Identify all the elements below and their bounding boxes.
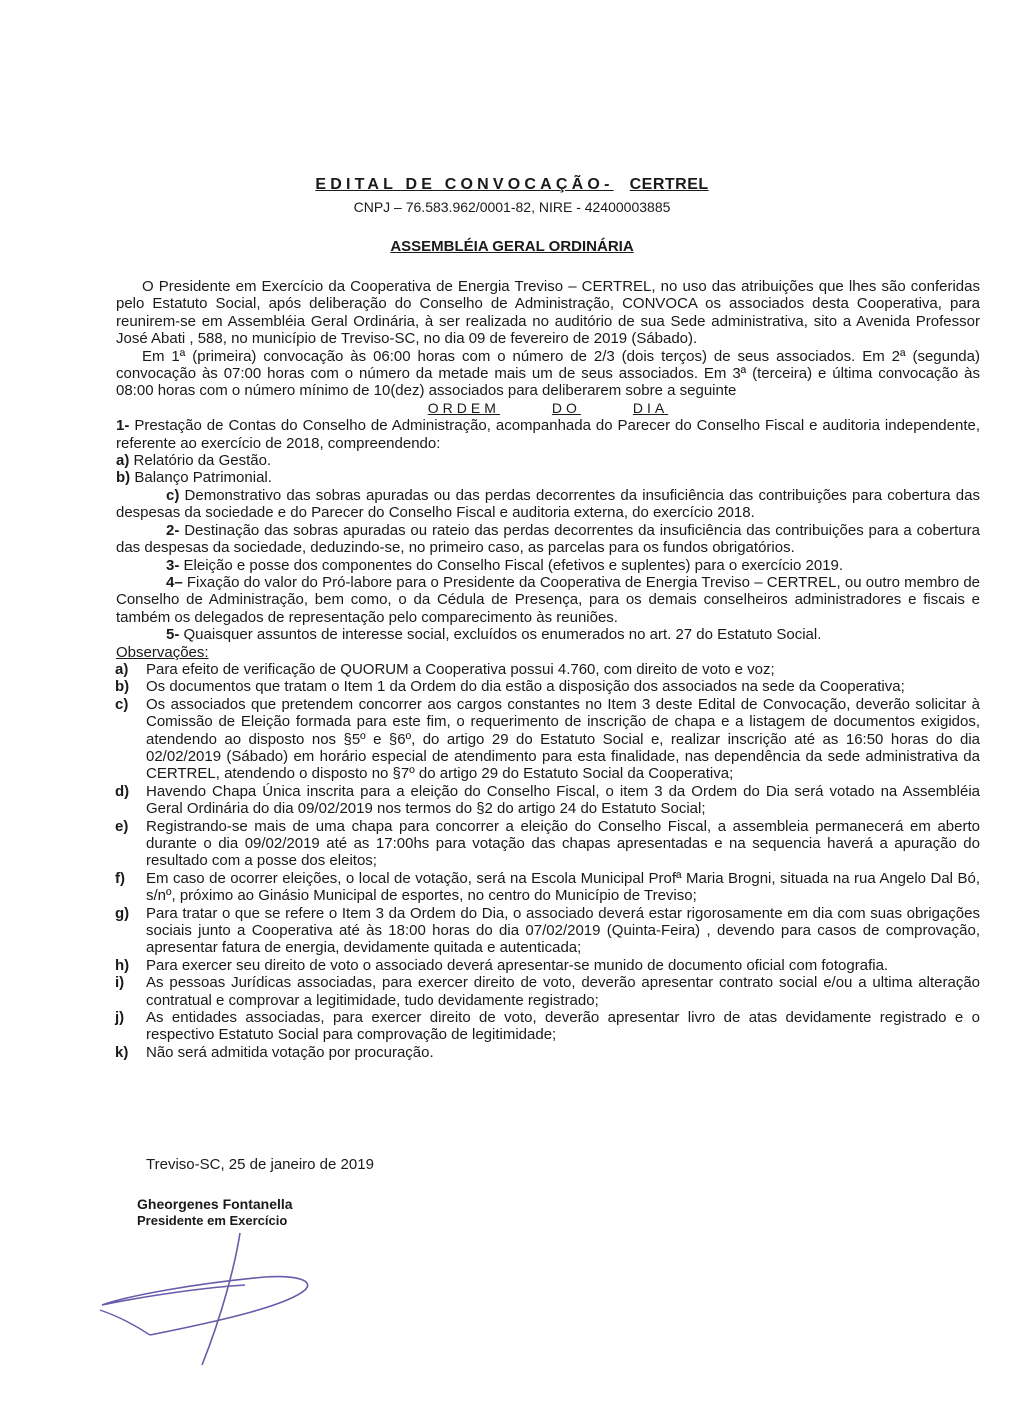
agenda-subitem-a: [116, 452, 980, 469]
observation-letter: j): [115, 1009, 125, 1027]
observation-letter: e): [115, 817, 129, 835]
document-body: [116, 278, 980, 1061]
signer-name: Gheorgenes Fontanella: [137, 1196, 293, 1212]
agenda-subitem-letter: a): [116, 452, 130, 470]
agenda-item-text: Quaisquer assuntos de interesse social, excluídos os enumerados no art. 27 do Estatuto Social.: [183, 626, 822, 644]
agenda-item-text: Prestação de Contas do Conselho de Administração, acompanhada do Parecer do Conselho Fiscal e auditoria independente, referente ao exercício de 2018, compreendendo:: [116, 417, 981, 452]
observation-letter: d): [115, 782, 130, 800]
handwritten-signature: [90, 1225, 330, 1375]
observation-item: [115, 678, 980, 696]
observation-text: As pessoas Jurídicas associadas, para exercer direito de voto, deverão apresentar contrato social e/ou a ultima alteração contratual e comprovar a legitimidade, tudo devidamente registrado;: [146, 974, 980, 1009]
agenda-item-number: 4–: [166, 573, 183, 591]
observation-text: Os associados que pretendem concorrer aos cargos constantes no Item 3 deste Edital de Convocação, deverão solicitar à Comissão de Eleição formada para este fim, o requerimento de inscrição de chapa e a listagem de documentos exigidos, atendendo ao disposto nos §5º e §6º, do artigo 29 do Estatuto Social e, realizar inscrição até as 16:50 horas do dia 02/02/2019 (Sábado) em horário especial de atendimento para esta finalidade, nas dependência da sede administrativa da CERTREL, atendendo o disposto no §7º do artigo 29 do Estatuto Social da Cooperativa;: [146, 695, 980, 783]
observation-text: Não será admitida votação por procuração.: [146, 1043, 434, 1061]
agenda-item-3: [116, 557, 980, 574]
observation-letter: g): [115, 904, 130, 922]
agenda-item-2: [116, 522, 980, 557]
observation-text: Para tratar o que se refere o Item 3 da Ordem do Dia, o associado deverá estar rigorosamente em dia com suas obrigações sociais junto a Cooperativa até às 18:00 horas do dia 07/02/2019 (Quinta-Feira) , devendo para casos de comprovação, apresentar fatura de energia, devidamente quitada e autenticada;: [146, 904, 980, 957]
observation-letter: k): [115, 1043, 129, 1061]
agenda-item-4: [116, 574, 980, 626]
agenda-heading-word: DO: [551, 399, 581, 416]
observation-item: [115, 1009, 980, 1044]
agenda-heading-word: DIA: [632, 399, 669, 416]
agenda-subitem-letter: b): [116, 469, 131, 487]
observation-item: [115, 660, 980, 678]
agenda-item-text: Eleição e posse dos componentes do Conselho Fiscal (efetivos e suplentes) para o exercício 2019.: [183, 556, 844, 574]
observation-text: Para exercer seu direito de voto o associado deverá apresentar-se munido de documento oficial com fotografia.: [146, 956, 889, 974]
agenda-heading-word: ORDEM: [427, 399, 500, 416]
agenda-subitem-text: Demonstrativo das sobras apuradas ou das perdas decorrentes da insuficiência das contribuições para cobertura das despesas da sociedade e do Parecer do Conselho Fiscal e auditoria externa, do exercício 2018.: [116, 486, 980, 522]
agenda-subitem-text: Relatório da Gestão.: [133, 452, 272, 470]
observation-item: [115, 974, 980, 1009]
signer-role: Presidente em Exercício: [137, 1213, 288, 1228]
observation-item: [115, 869, 980, 905]
agenda-item-number: 3-: [166, 556, 180, 574]
agenda-item-1: [116, 417, 980, 452]
intro-paragraph-2: Em 1ª (primeira) convocação às 06:00 horas com o número de 2/3 (dois terços) de seus associados. Em 2ª (segunda) convocação às 07:00 horas com o número da metade mais um de seus associados. Em 3ª (terceira) e última convocação às 08:00 horas com o número mínimo de 10(dez) associados para deliberarem sobre a seguinte: [116, 347, 980, 400]
title-main: EDITAL DE CONVOCAÇÃO-: [315, 176, 614, 193]
agenda-subitem-letter: c): [166, 486, 180, 504]
document-subtitle: ASSEMBLÉIA GERAL ORDINÁRIA: [390, 238, 634, 255]
intro-paragraph-1: O Presidente em Exercício da Cooperativa de Energia Treviso – CERTREL, no uso das atribuições que lhes são conferidas pelo Estatuto Social, após deliberação do Conselho de Administração, CONVOCA os associados desta Cooperativa, para reunirem-se em Assembléia Geral Ordinária, à ser realizada no auditório de sua Sede administrativa, sito a Avenida Professor José Abati , 588, no município de Treviso-SC, no dia 09 de fevereiro de 2019 (Sábado).: [116, 278, 980, 348]
agenda-subitem-b: [116, 469, 980, 486]
title-org: CERTREL: [629, 176, 709, 193]
observation-item: [115, 904, 980, 957]
observation-letter: b): [115, 678, 130, 696]
observations-title: Observações:: [116, 643, 209, 661]
observation-letter: c): [115, 695, 129, 713]
agenda-item-text: Fixação do valor do Pró-labore para o Presidente da Cooperativa de Energia Treviso – CERTREL, ou outro membro de Conselho de Administração, bem como, o da Cédula de Presença, para os demais conselheiros administradores e fiscais e também os delegados de representação pelo comparecimento às reuniões.: [116, 573, 980, 626]
observations-list: [115, 660, 980, 1061]
observation-letter: h): [115, 956, 130, 974]
observation-text: Havendo Chapa Única inscrita para a eleição do Conselho Fiscal, o item 3 da Ordem do Dia será votado na Assembléia Geral Ordinária do dia 09/02/2019 nos termos do §2 do artigo 24 do Estatuto Social;: [146, 782, 980, 818]
observation-item: [115, 1043, 980, 1061]
observation-text: Registrando-se mais de uma chapa para concorrer a eleição do Conselho Fiscal, a assembleia permanecerá em aberto durante o dia 09/02/2019 até as 17:00hs para votação das chapas apresentadas e na sequencia haverá a apuração do resultado com a posse dos eleitos;: [146, 817, 980, 870]
observation-letter: i): [115, 974, 125, 992]
observation-item: [115, 817, 980, 870]
agenda-subitem-c: [116, 487, 980, 522]
document-title: [0, 176, 1024, 194]
agenda-item-number: 5-: [166, 626, 180, 644]
observation-item: [115, 695, 980, 783]
observation-text: Para efeito de verificação de QUORUM a Cooperativa possui 4.760, com direito de voto e voz;: [146, 660, 775, 678]
observation-letter: a): [115, 660, 129, 678]
observation-letter: f): [115, 869, 125, 887]
observation-item: [115, 782, 980, 818]
agenda-subitem-text: Balanço Patrimonial.: [134, 469, 272, 487]
agenda-item-5: [116, 626, 980, 643]
observation-text: Em caso de ocorrer eleições, o local de votação, será na Escola Municipal Profª Maria Brogni, situada na rua Angelo Dal Bó, s/nº, próximo ao Ginásio Municipal de esportes, no centro do Município de Treviso;: [146, 869, 980, 905]
agenda-item-number: 2-: [166, 521, 180, 539]
observation-text: As entidades associadas, para exercer direito de voto, deverão apresentar livro de atas devidamente registrado e o respectivo Estatuto Social para comprovação de legitimidade;: [146, 1009, 980, 1044]
agenda-heading: [116, 400, 980, 417]
registry-line: CNPJ – 76.583.962/0001-82, NIRE - 42400003885: [353, 199, 671, 215]
place-date: Treviso-SC, 25 de janeiro de 2019: [146, 1156, 374, 1173]
agenda-item-text: Destinação das sobras apuradas ou rateio das perdas decorrentes da insuficiência das contribuições para a cobertura das despesas da sociedade, deduzindo-se, no primeiro caso, as parcelas para os fundos obrigatórios.: [116, 521, 980, 557]
agenda-item-number: 1-: [116, 417, 130, 435]
observation-item: [115, 956, 980, 974]
observation-text: Os documentos que tratam o Item 1 da Ordem do dia estão a disposição dos associados na sede da Cooperativa;: [146, 678, 905, 696]
